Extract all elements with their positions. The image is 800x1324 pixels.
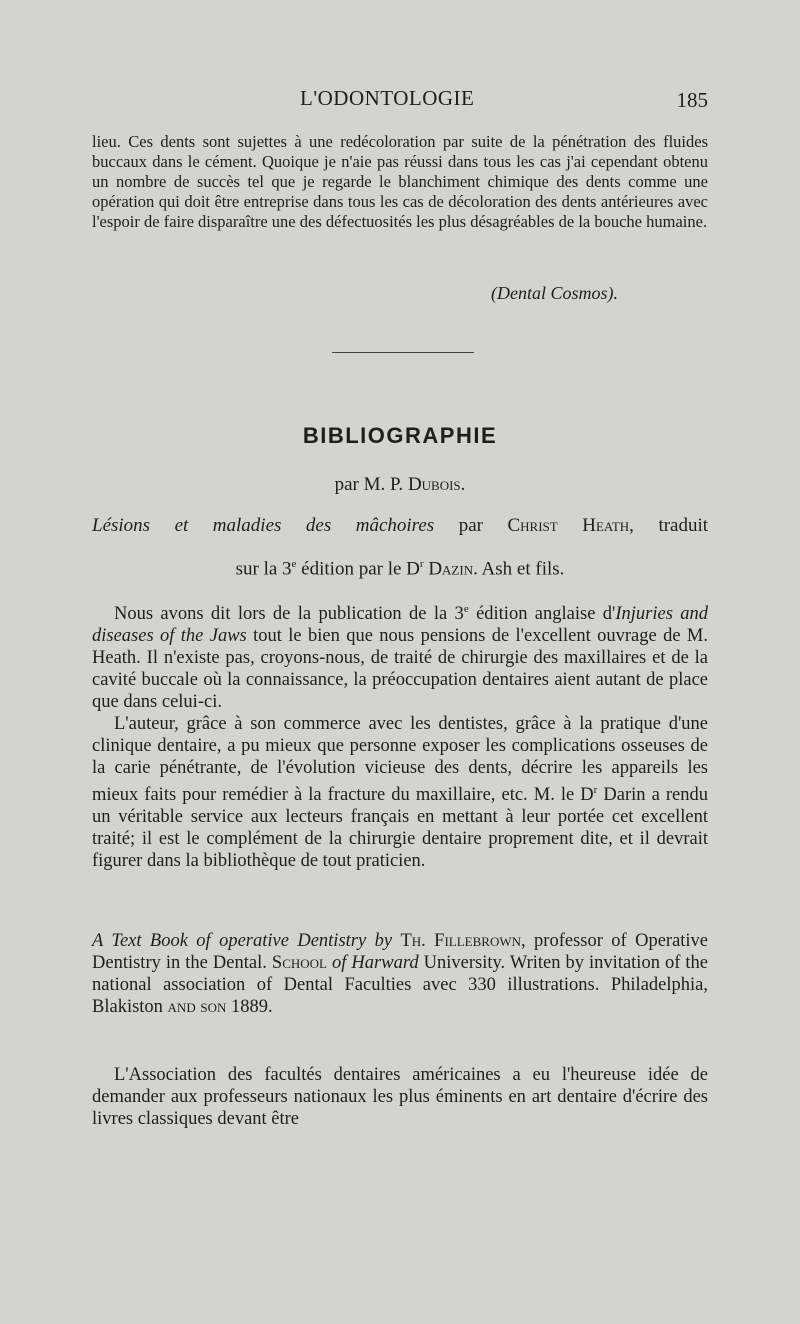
section-byline — [0, 474, 800, 496]
byline-prefix: par M. P. — [334, 474, 404, 495]
source-citation: (Dental Cosmos). — [491, 283, 618, 303]
page-number: 185 — [676, 88, 708, 112]
entry1-line1 — [92, 513, 708, 539]
entry1-by: par — [458, 515, 483, 536]
entry1-dr-sup: r — [419, 558, 424, 570]
entry2-school: School — [271, 953, 327, 973]
book-entry-2 — [92, 930, 708, 1018]
byline-author: Dubois. — [407, 474, 466, 495]
entry2-and-son: and son — [167, 997, 227, 1017]
section-title: BIBLIOGRAPHIE — [302, 423, 498, 448]
entry2-author: Th. Fillebrown, — [400, 931, 526, 951]
review1-p2-sup: r — [593, 784, 598, 797]
running-title: L'ODONTOLOGIE — [300, 86, 475, 110]
entry1-line2 — [92, 551, 708, 582]
review1-p1-b: édition anglaise d' — [476, 604, 616, 625]
review-2 — [92, 1064, 708, 1130]
review1-p2-b: Darin a rendu un véritable service aux lecteurs français en mettant à leur portée cet excellent traité; il est le complément de la chirurgie dentaire proprement dite, et il devrait figurer dans la bibliothèque de tout praticien. — [92, 785, 709, 872]
entry1-line1-tail: traduit — [658, 515, 709, 536]
entry1-author: Christ Heath, — [507, 515, 634, 536]
review1-p1-a: Nous avons dit lors de la publication de la 3 — [114, 604, 464, 625]
entry2-harward: of Harward — [332, 953, 419, 973]
entry1-translator-prefix: édition par le D — [301, 558, 420, 580]
entry2-text-a: professor of Operative Dentistry in the Dental. — [92, 931, 709, 973]
review1-p1-c: tout le bien que nous pensions de l'excellent ouvrage de M. Heath. Il n'existe pas, croyons-nous, de traité de chirurgie des maxillaires et de la cavité buccale où la connaissance, la préoccupation dentaires aient autant de place que dans celui-ci. — [92, 626, 708, 713]
review1-p1-sup: e — [463, 603, 469, 615]
review1-book-title: Injuries and diseases of the Jaws — [92, 604, 709, 647]
entry2-year: 1889. — [230, 997, 273, 1017]
entry1-edition-text: sur la 3 — [235, 558, 292, 580]
entry1-edition-sup: e — [291, 558, 297, 570]
entry2-paragraph — [92, 930, 708, 1018]
entry2-text-b: University. Writen by invitation of the national association of Dental Faculties avec 330 illustrations. Philadelphia, Blakiston — [92, 953, 709, 1017]
entry1-translator: Dazin. — [428, 558, 478, 580]
section-divider — [332, 352, 474, 353]
review1-paragraph-1 — [92, 598, 708, 713]
entry1-title: Lésions et maladies des mâchoires — [92, 515, 435, 536]
review2-paragraph: L'Association des facultés dentaires américaines a eu l'heureuse idée de demander aux professeurs nationaux les plus éminents en art dentaire d'écrire des livres classiques devant être — [92, 1065, 708, 1129]
review-1 — [92, 598, 708, 872]
review1-p2-a: L'auteur, grâce à son commerce avec les dentistes, grâce à la pratique d'une clinique dentaire, a pu mieux que personne exposer les complications osseuses de la carie pénétrante, de l'évolution vicieuse des dents, décrire les appareils les mieux faits pour remédier à la fracture du maxillaire, etc. M. le D — [92, 714, 708, 806]
entry1-publisher: Ash et fils. — [481, 558, 565, 580]
continuation-paragraph: lieu. Ces dents sont sujettes à une redécoloration par suite de la pénétration des fluides buccaux dans le cément. Quoique je n'aie pas réussi dans tous les cas j'ai cependant obtenu un nombre de succès tel que je regarde le blanchiment chimique des dents comme une opération qui doit être entreprise dans tous les cas de décoloration des dents antérieures avec l'espoir de faire disparaître une des défectuosités les plus désagréables de la bouche humaine. — [92, 132, 708, 231]
book-entry-1 — [92, 513, 708, 582]
review1-paragraph-2 — [92, 713, 708, 872]
entry2-title: A Text Book of operative Dentistry by — [92, 931, 393, 951]
